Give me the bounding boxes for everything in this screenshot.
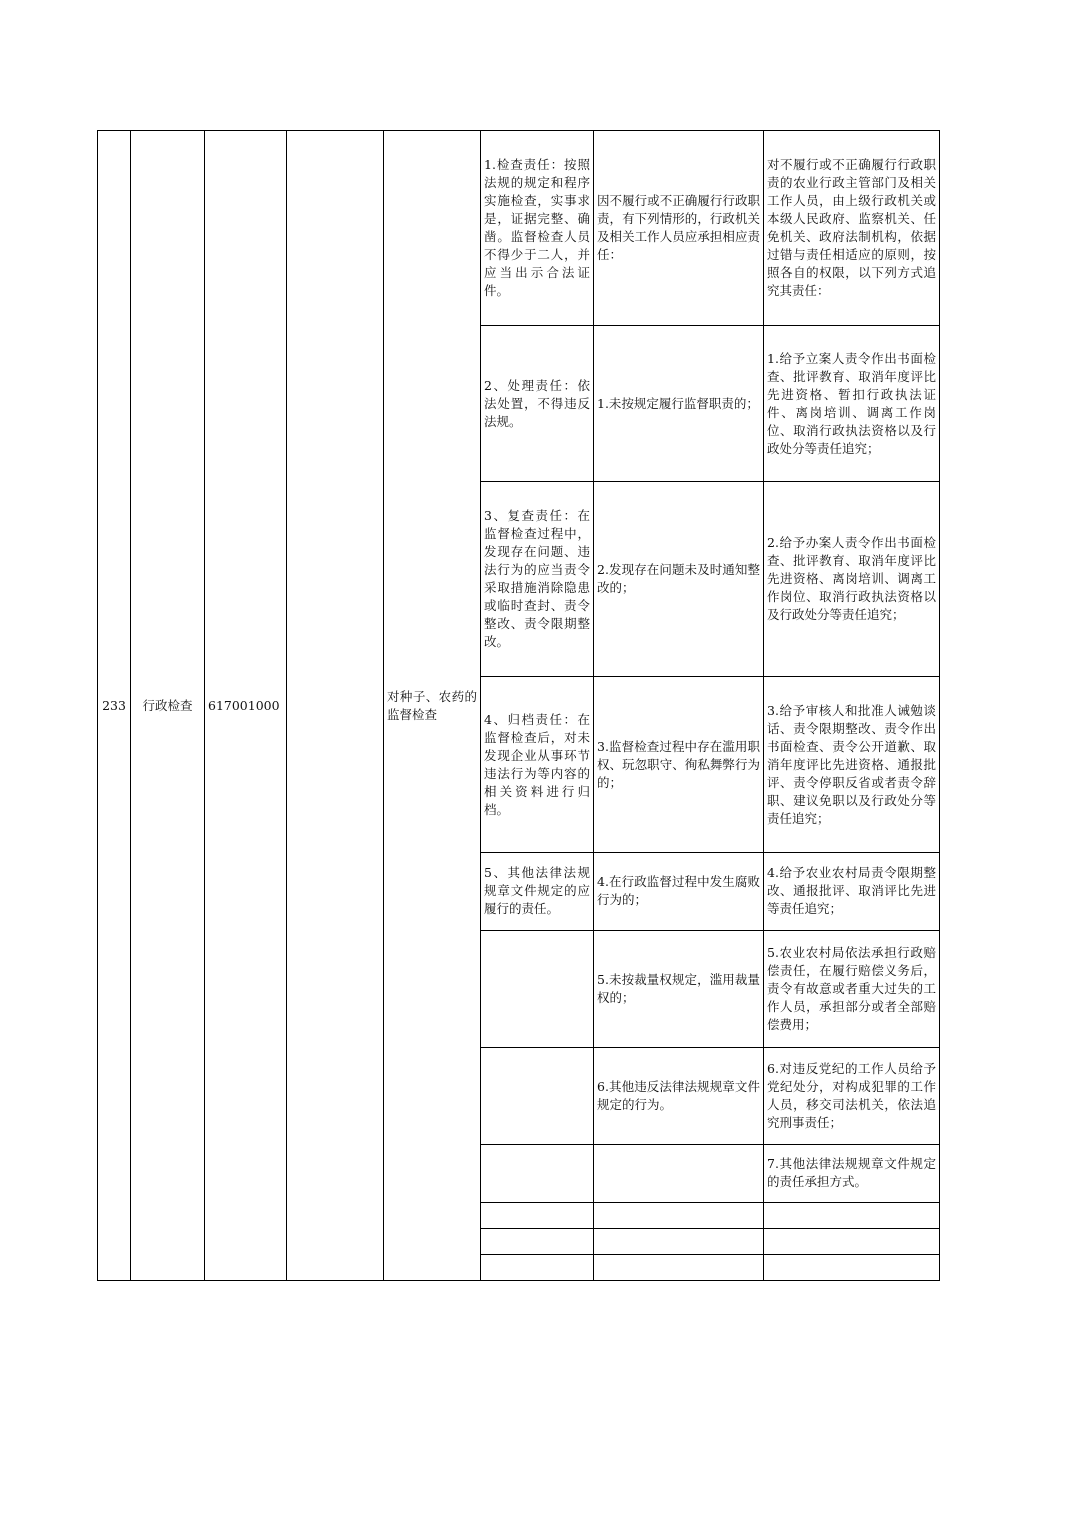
- accountability-cell: 6.对违反党纪的工作人员给予党纪处分，对构成犯罪的工作人员，移交司法机关，依法追究刑事责任；: [764, 1047, 940, 1144]
- responsibility-table: [97, 130, 940, 1281]
- accountability-cell: 1.给予立案人责令作出书面检查、批评教育、取消年度评比先进资格、暂扣行政执法证件、离岗培训、调离工作岗位、取消行政执法资格以及行政处分等责任追究；: [764, 326, 940, 482]
- circumstance-cell: 2.发现存在问题未及时通知整改的；: [594, 482, 764, 677]
- circumstance-cell: [594, 1228, 764, 1254]
- circumstance-cell: 5.未按裁量权规定，滥用裁量权的；: [594, 930, 764, 1047]
- duty-cell: 4、归档责任：在监督检查后，对未发现企业从事环节违法行为等内容的相关资料进行归档。: [481, 677, 594, 852]
- item-category: 行政检查: [131, 131, 205, 1281]
- accountability-cell: [764, 1202, 940, 1228]
- duty-cell: 1.检查责任：按照法规的规定和程序实施检查，实事求是，证据完整、确凿。监督检查人员不得少于二人，并应当出示合法证件。: [481, 131, 594, 326]
- accountability-cell: 7.其他法律法规规章文件规定的责任承担方式。: [764, 1144, 940, 1202]
- item-code: 617001000: [205, 131, 287, 1281]
- duty-cell: 2、处理责任：依法处置，不得违反法规。: [481, 326, 594, 482]
- circumstance-cell: 6.其他违反法律法规规章文件规定的行为。: [594, 1047, 764, 1144]
- duty-cell: [481, 1202, 594, 1228]
- duty-cell: [481, 1254, 594, 1280]
- accountability-cell: 2.给予办案人责令作出书面检查、批评教育、取消年度评比先进资格、离岗培训、调离工作岗位、取消行政执法资格以及行政处分等责任追究；: [764, 482, 940, 677]
- duty-cell: [481, 1228, 594, 1254]
- circumstance-cell: [594, 1202, 764, 1228]
- duty-cell: 5、其他法律法规规章文件规定的应履行的责任。: [481, 852, 594, 930]
- item-number: 233: [98, 131, 131, 1281]
- circumstance-cell: 因不履行或不正确履行行政职责，有下列情形的，行政机关及相关工作人员应承担相应责任：: [594, 131, 764, 326]
- circumstance-cell: 1.未按规定履行监督职责的；: [594, 326, 764, 482]
- circumstance-cell: [594, 1254, 764, 1280]
- accountability-cell: [764, 1228, 940, 1254]
- accountability-cell: 4.给予农业农村局责令限期整改、通报批评、取消评比先进等责任追究；: [764, 852, 940, 930]
- accountability-cell: [764, 1254, 940, 1280]
- circumstance-cell: 4.在行政监督过程中发生腐败行为的；: [594, 852, 764, 930]
- circumstance-cell: 3.监督检查过程中存在滥用职权、玩忽职守、徇私舞弊行为的；: [594, 677, 764, 852]
- accountability-cell: 对不履行或不正确履行行政职责的农业行政主管部门及相关工作人员，由上级行政机关或本级人民政府、监察机关、任免机关、政府法制机构，依据过错与责任相适应的原则，按照各自的权限，以下列方式追究其责任：: [764, 131, 940, 326]
- duty-cell: [481, 1047, 594, 1144]
- duty-cell: [481, 1144, 594, 1202]
- accountability-cell: 3.给予审核人和批准人诫勉谈话、责令限期整改、责令作出书面检查、责令公开道歉、取消年度评比先进资格、通报批评、责令停职反省或者责令辞职、建议免职以及行政处分等责任追究；: [764, 677, 940, 852]
- item-subitem: [287, 131, 384, 1281]
- accountability-cell: 5.农业农村局依法承担行政赔偿责任，在履行赔偿义务后，责令有故意或者重大过失的工作人员，承担部分或者全部赔偿费用；: [764, 930, 940, 1047]
- circumstance-cell: [594, 1144, 764, 1202]
- item-name: 对种子、农药的监督检查: [384, 131, 481, 1281]
- duty-cell: [481, 930, 594, 1047]
- table-row: [98, 131, 940, 326]
- duty-cell: 3、复查责任：在监督检查过程中，发现存在问题、违法行为的应当责令采取措施消除隐患或临时查封、责令整改、责令限期整改。: [481, 482, 594, 677]
